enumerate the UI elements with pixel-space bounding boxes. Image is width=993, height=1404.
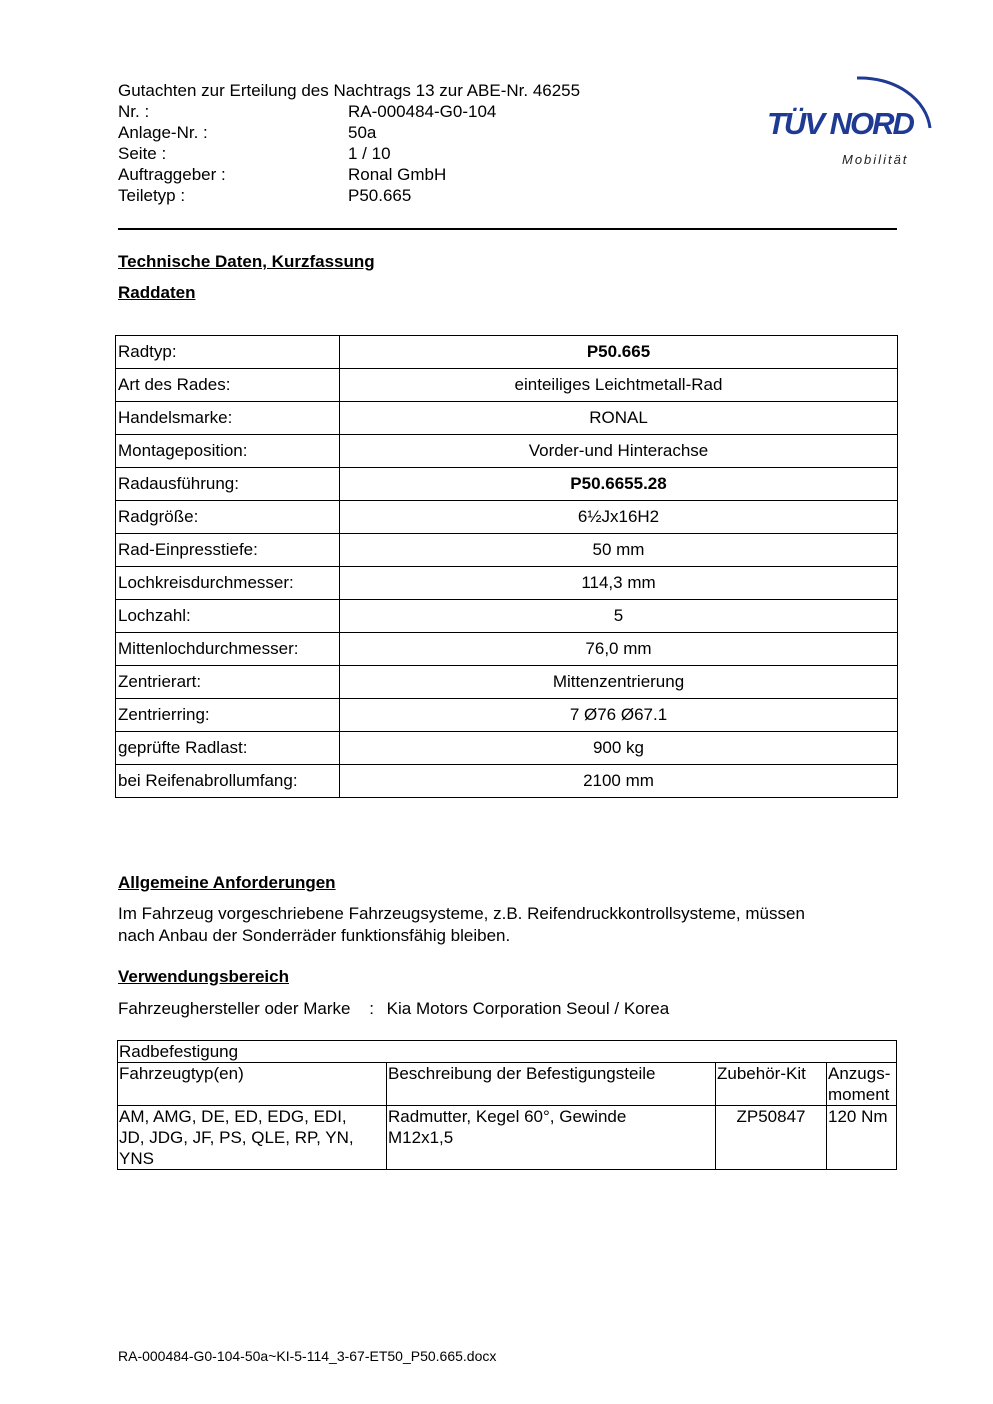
table-row (116, 336, 898, 369)
radbefestigung-table (117, 1040, 897, 1170)
raddaten-label: Art des Rades: (116, 369, 340, 402)
section-title-allgemeine-anforderungen: Allgemeine Anforderungen (118, 873, 336, 892)
table-row (116, 435, 898, 468)
raddaten-label: Mittenlochdurchmesser: (116, 633, 340, 666)
table-row (116, 699, 898, 732)
raddaten-value: Mittenzentrierung (340, 666, 898, 699)
raddaten-value: 2100 mm (340, 765, 898, 798)
header-row-anlage: Anlage-Nr. : 50a (118, 123, 377, 142)
table-header-row (118, 1063, 897, 1106)
section-title-technische-daten: Technische Daten, Kurzfassung (118, 252, 375, 271)
raddaten-label: Zentrierring: (116, 699, 340, 732)
raddaten-value: 5 (340, 600, 898, 633)
cell-fahrzeugtypen: AM, AMG, DE, ED, EDG, EDI, JD, JDG, JF, PS, QLE, RP, YN, YNS (118, 1106, 387, 1170)
section-subtitle-raddaten: Raddaten (118, 283, 196, 302)
raddaten-label: Rad-Einpresstiefe: (116, 534, 340, 567)
raddaten-value: RONAL (340, 402, 898, 435)
table-row (116, 534, 898, 567)
table-row (118, 1106, 897, 1170)
cell-anzugsmoment: 120 Nm (827, 1106, 897, 1170)
manufacturer-value: Kia Motors Corporation Seoul / Korea (386, 999, 670, 1018)
raddaten-label: bei Reifenabrollumfang: (116, 765, 340, 798)
header-anzugsmoment: Anzugs- moment (827, 1063, 897, 1106)
raddaten-value: 6½Jx16H2 (340, 501, 898, 534)
raddaten-label: Lochzahl: (116, 600, 340, 633)
logo-subtitle: Mobilität (842, 152, 909, 167)
table-row (116, 501, 898, 534)
raddaten-value: Vorder-und Hinterachse (340, 435, 898, 468)
header-row-seite: Seite : 1 / 10 (118, 144, 391, 163)
radbefestigung-caption: Radbefestigung (118, 1041, 897, 1063)
table-row (116, 666, 898, 699)
table-row (116, 765, 898, 798)
raddaten-value: einteiliges Leichtmetall-Rad (340, 369, 898, 402)
table-row (116, 468, 898, 501)
document-title: Gutachten zur Erteilung des Nachtrags 13 zur ABE-Nr. 46255 (118, 81, 581, 100)
section-title-verwendungsbereich: Verwendungsbereich (118, 967, 289, 986)
header-row-nr: Nr. : RA-000484-G0-104 (118, 102, 497, 121)
logo-brand: TÜV NORD (767, 106, 913, 141)
raddaten-label: Radtyp: (116, 336, 340, 369)
header-zubehoer-kit: Zubehör-Kit (716, 1063, 827, 1106)
anforderungen-text: Im Fahrzeug vorgeschriebene Fahrzeugsysteme, z.B. Reifendruckkontrollsysteme, müssen nach Anbau der Sonderräder funktionsfähig bleiben. (118, 904, 805, 945)
raddaten-label: Zentrierart: (116, 666, 340, 699)
manufacturer-label: Fahrzeughersteller oder Marke (118, 999, 351, 1018)
header-row-auftraggeber: Auftraggeber : Ronal GmbH (118, 165, 447, 184)
footer-filename: RA-000484-G0-104-50a~KI-5-114_3-67-ET50_P50.665.docx (118, 1348, 497, 1364)
manufacturer-line: Fahrzeughersteller oder Marke : Kia Motors Corporation Seoul / Korea (118, 999, 670, 1018)
raddaten-label: geprüfte Radlast: (116, 732, 340, 765)
header-divider (118, 228, 897, 230)
table-row (116, 600, 898, 633)
table-row (116, 402, 898, 435)
raddaten-label: Montageposition: (116, 435, 340, 468)
header-beschreibung: Beschreibung der Befestigungsteile (387, 1063, 716, 1106)
document-header (118, 80, 580, 206)
raddaten-label: Handelsmarke: (116, 402, 340, 435)
table-row (116, 633, 898, 666)
cell-beschreibung: Radmutter, Kegel 60°, Gewinde M12x1,5 (387, 1106, 716, 1170)
raddaten-value: 114,3 mm (340, 567, 898, 600)
table-row (116, 567, 898, 600)
header-row-teiletyp: Teiletyp : P50.665 (118, 186, 412, 205)
raddaten-value: 50 mm (340, 534, 898, 567)
cell-zubehoer-kit: ZP50847 (716, 1106, 827, 1170)
raddaten-value: P50.6655.28 (340, 468, 898, 501)
raddaten-label: Radgröße: (116, 501, 340, 534)
raddaten-label: Lochkreisdurchmesser: (116, 567, 340, 600)
raddaten-table (115, 335, 898, 798)
table-row (116, 369, 898, 402)
raddaten-value: 900 kg (340, 732, 898, 765)
raddaten-value: 76,0 mm (340, 633, 898, 666)
table-row (116, 732, 898, 765)
raddaten-label: Radausführung: (116, 468, 340, 501)
tuv-nord-logo (762, 56, 942, 171)
raddaten-value: 7 Ø76 Ø67.1 (340, 699, 898, 732)
raddaten-value: P50.665 (340, 336, 898, 369)
header-fahrzeugtyp: Fahrzeugtyp(en) (118, 1063, 387, 1106)
